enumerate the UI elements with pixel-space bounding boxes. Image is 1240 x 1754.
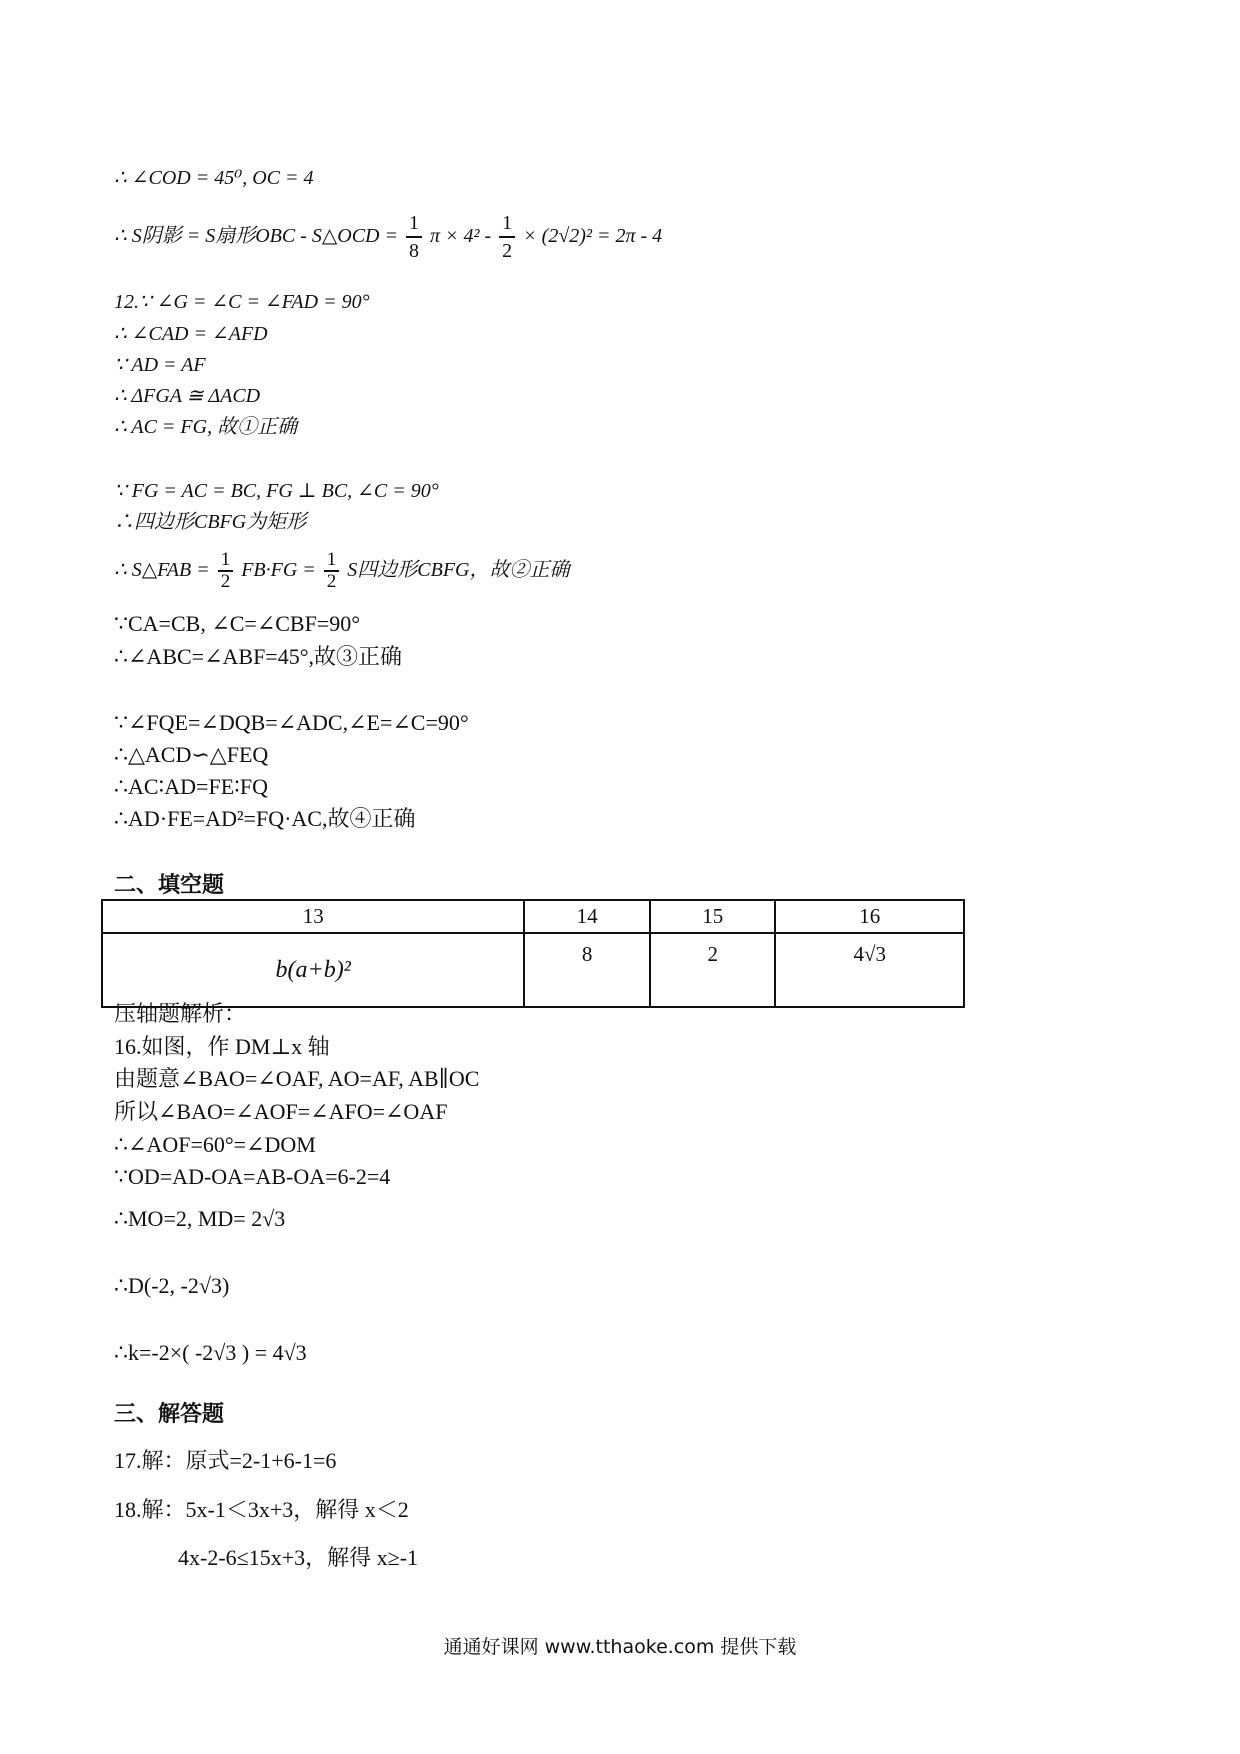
line-shaded-area (114, 206, 662, 266)
answer-value-15: 2 (650, 933, 776, 1007)
area-fab-prefix: ∴ S△FAB = (114, 559, 210, 581)
analysis-line-6: ∴MO=2, MD= 2√3 (114, 1206, 286, 1231)
line-q12-given: 12.∵ ∠G = ∠C = ∠FAD = 90° (114, 291, 370, 313)
answer-header-14: 14 (524, 900, 650, 933)
answer-q17: 17.解：原式=2-1+6-1=6 (114, 1448, 337, 1473)
fraction-numerator: 1 (406, 210, 422, 238)
line-fg-bc: ∵ FG = AC = BC, FG ⊥ BC, ∠C = 90° (114, 480, 439, 502)
page-footer: 通通好课网 www.tthaoke.com 提供下载 (443, 1636, 797, 1658)
line-conclusion-1: ∴ AC = FG, 故①正确 (114, 416, 298, 438)
line-similar: ∴△ACD∽△FEQ (114, 742, 269, 767)
answer-header-16: 16 (775, 900, 964, 933)
line-congruent: ∴ ΔFGA ≅ ΔACD (114, 385, 261, 407)
fraction-denominator: 2 (326, 571, 337, 593)
area-fab-middle: FB·FG = (241, 559, 316, 581)
line-ca-cb: ∵CA=CB, ∠C=∠CBF=90° (114, 611, 361, 636)
fraction-one-half-b (324, 550, 340, 592)
section-solutions: 三、解答题 (114, 1402, 225, 1427)
fraction-denominator: 2 (502, 240, 513, 263)
answer-q18-part-1: 18.解：5x-1＜3x+3，解得 x＜2 (114, 1497, 409, 1522)
analysis-line-5: ∵OD=AD-OA=AB-OA=6-2=4 (114, 1164, 391, 1189)
fraction-numerator: 1 (218, 550, 234, 572)
shaded-area-prefix: ∴ S阴影 = S扇形OBC - S△OCD = (114, 225, 398, 247)
analysis-line-3: 所以∠BAO=∠AOF=∠AFO=∠OAF (114, 1099, 448, 1124)
answer-header-15: 15 (650, 900, 776, 933)
analysis-line-2: 由题意∠BAO=∠OAF, AO=AF, AB∥OC (114, 1066, 480, 1091)
answer-value-16: 4√3 (775, 933, 964, 1007)
shaded-area-tail: × (2√2)² = 2π - 4 (523, 225, 663, 247)
fraction-one-half-a (218, 550, 234, 592)
answer-table (101, 899, 965, 1008)
line-ad-af: ∵ AD = AF (114, 354, 206, 376)
line-area-fab (114, 542, 570, 598)
analysis-line-7: ∴D(-2, -2√3) (114, 1273, 230, 1298)
fraction-denominator: 8 (408, 240, 419, 263)
section-fill-in-blank: 二、填空题 (114, 873, 225, 898)
answer-q18-part-2: 4x-2-6≤15x+3，解得 x≥-1 (178, 1545, 419, 1570)
analysis-line-1: 16.如图，作 DM⊥x 轴 (114, 1034, 330, 1059)
line-angles-equal: ∵∠FQE=∠DQB=∠ADC,∠E=∠C=90° (114, 710, 469, 735)
analysis-line-4: ∴∠AOF=60°=∠DOM (114, 1132, 316, 1157)
fraction-one-half (499, 210, 515, 264)
shaded-area-middle: π × 4² - (429, 225, 492, 247)
fraction-denominator: 2 (220, 571, 231, 593)
analysis-title: 压轴题解析： (114, 1001, 247, 1026)
fraction-numerator: 1 (324, 550, 340, 572)
line-cod-angle: ∴ ∠COD = 45⁰, OC = 4 (114, 167, 314, 189)
answer-value-14: 8 (524, 933, 650, 1007)
line-conclusion-4: ∴AD·FE=AD²=FQ·AC,故④正确 (114, 806, 416, 831)
answer-table-header-row (102, 900, 964, 933)
fraction-numerator: 1 (499, 210, 515, 238)
line-rectangle: ∴四边形CBFG为矩形 (114, 511, 307, 533)
answer-value-13: b(a+b)² (102, 933, 524, 1007)
answer-header-13: 13 (102, 900, 524, 933)
line-ratio: ∴AC∶AD=FE∶FQ (114, 774, 268, 799)
fraction-one-eighth (406, 210, 422, 264)
answer-table-value-row (102, 933, 964, 1007)
line-cad-afd: ∴ ∠CAD = ∠AFD (114, 323, 268, 345)
area-fab-suffix: S四边形CBFG，故②正确 (347, 559, 570, 581)
analysis-line-8: ∴k=-2×( -2√3 ) = 4√3 (114, 1340, 307, 1365)
line-conclusion-3: ∴∠ABC=∠ABF=45°,故③正确 (114, 644, 403, 669)
